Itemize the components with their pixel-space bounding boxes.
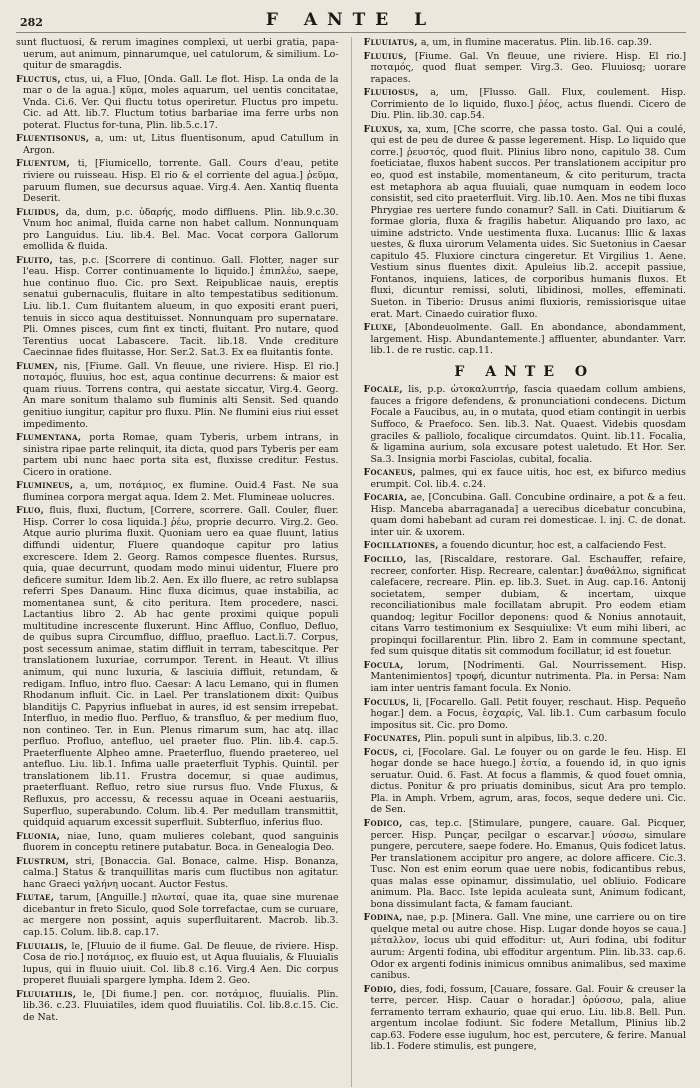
- entry-lemma: Flustrum,: [16, 855, 70, 867]
- entry-lemma: Flumentana,: [16, 432, 82, 444]
- entry-text: lorum, [Nodrimenti. Gal. Nourrissement. Hisp. Mantenimientos] τροφή, dicuntur nutrimenta. Pla. in Persa: Nam iam inter uentris famant focula. Ex Nonio.: [370, 659, 686, 694]
- entry-text: li, [Focarello. Gall. Petit fouyer, reschaut. Hisp. Pequeño hogar.] dem. a Focus, ἐσχαρίς, Val. lib.1. Cum carbasum foculo impositus sit. Cic. pro Domo.: [370, 696, 686, 731]
- page-header: [16, 10, 686, 33]
- entry-text: le, [Di fiume.] pen. cor. ποτάμιος, fluuialis. Plin. lib.36. c.23. Fluuiatiles, idem quod fluuiatilis. Col. lib.8.c.15. Cic. de Nat.: [23, 988, 339, 1023]
- dictionary-entry: [364, 912, 687, 981]
- entry-lemma: Fluuius,: [363, 50, 408, 62]
- entry-text: a fouendo dicuntur, hoc est, a calfaciendo Fest.: [441, 540, 667, 552]
- entry-text: a, um, in flumine maceratus. Plin. lib.16. cap.39.: [420, 37, 652, 48]
- entry-lemma: Focunates,: [363, 733, 422, 745]
- dictionary-entry: [364, 37, 687, 49]
- entry-text: palmes, qui ex fauce uitis, hoc est, ex bifurco medius erumpit. Col. lib.4. c.24.: [370, 467, 686, 490]
- dictionary-entry: [16, 133, 339, 156]
- entry-lemma: Flumineus,: [16, 480, 74, 492]
- entry-text: dies, fodi, fossum, [Cauare, fossare. Gal. Fouir & creuser la terre, percer. Hisp. Cauar o horadar.] ὀρύσσω, pala, aliue ferramento terram exhaurio, quae qui eruo. Liu. lib.8. Bell. Pun. argentum incolae fodiunt. Sic fodere Metallum, Plinius lib.2 cap.63. Fodere esse iugulum, hoc est, percutere, & ferire. Manual lib.1. Fodere stimulis, est pungere,: [370, 983, 686, 1053]
- entry-text: da, dum, p.c. ὑδαρής, modo diffluens. Plin. lib.9.c.30. Vnum hoc animal, fluida carne non habet callum. Nonnunquam pro Languidus. Liu. lib.4. Bel. Mac. Vocat corpora Gallorum emollida & fluida.: [23, 206, 339, 253]
- dictionary-entry: [16, 941, 339, 987]
- dictionary-entry: [364, 540, 687, 552]
- running-head: F ANTE L: [265, 10, 437, 30]
- entry-text: le, [Fluuio de il fiume. Gal. De fleuue, de riviere. Hisp. Cosa de rio.] ποτάμιος, ex fluuio est, ut Aqua fluuialis, & Fluuialis lupus, qui in fluuio uiuit. Col. lib.8 c.16. Virg.4 Aen. Dic corpus properet fluuiali spargere lympha. Idem 2. Geo.: [23, 940, 339, 987]
- entry-lemma: Flutae,: [16, 892, 55, 904]
- entry-lemma: Fluentisonus,: [16, 133, 90, 145]
- entry-lemma: Foculus,: [363, 696, 410, 708]
- dictionary-entry: [364, 697, 687, 732]
- dictionary-entry: [16, 158, 339, 204]
- column-divider: [351, 37, 352, 1087]
- entry-lemma: Fluo,: [16, 505, 45, 517]
- dictionary-entry: [16, 432, 339, 478]
- right-column-entries: [364, 37, 687, 357]
- entry-lemma: Fluito,: [16, 254, 54, 266]
- right-column: [364, 37, 687, 1087]
- entry-lemma: Flumen,: [16, 360, 59, 372]
- dictionary-entry: [364, 984, 687, 1053]
- entry-lemma: Fluentum,: [16, 158, 71, 170]
- right-column-continued-entries: [364, 384, 687, 1053]
- dictionary-entry: [364, 384, 687, 465]
- entry-text: Plin. populi sunt in alpibus, lib.3. c.20.: [424, 733, 608, 745]
- page-number: 282: [20, 16, 43, 29]
- entry-lemma: Fluonia,: [16, 830, 61, 842]
- entry-lemma: Focillo,: [363, 553, 407, 565]
- dictionary-entry: [364, 733, 687, 745]
- two-column-body: [16, 37, 686, 1087]
- dictionary-entry: [16, 37, 339, 72]
- dictionary-entry: [16, 74, 339, 132]
- entry-text: a, um: ut, Litus fluentisonum, apud Catullum in Argon.: [23, 133, 339, 156]
- entry-lemma: Fluctus,: [16, 73, 61, 85]
- entry-text: [Fiume. Gal. Vn fleuue, une riviere. Hisp. El rio.] ποταμός, quod fluat semper. Virg.3. Geo. Fluuiosq; uorare rapaces.: [370, 50, 686, 85]
- dictionary-entry: [364, 51, 687, 86]
- entry-lemma: Focale,: [363, 384, 403, 396]
- entry-text: nis, [Fiume. Gall. Vn fleuue, une riviere. Hisp. El rio.] ποταμός, fluuius, hoc est, aqua continue decurrens: & maior est quam riuus. Torrens contra, qui aestate siccatur, Virg.4. Georg. An mare sonitum thalamo sub fluminis alti Sensit. Sed quando genitiuo iungitur, capitur pro fluxu. Plin. Ne flumini eius riui esset impedimento.: [23, 360, 339, 430]
- entry-lemma: Fluuiosus,: [363, 87, 419, 99]
- entry-lemma: Fluuialis,: [16, 940, 68, 952]
- entry-text: stri, [Bonaccia. Gal. Bonace, calme. Hisp. Bonanza, calma.] Status & tranquillitas maris cum fluctibus non agitatur. hanc Graeci γαλήνη uocant. Auctor Festus.: [23, 855, 339, 890]
- dictionary-entry: [16, 892, 339, 938]
- entry-lemma: Focula,: [363, 659, 404, 671]
- entry-text: a, um, ποτάμιος, ex flumine. Ouid.4 Fast. Ne sua fluminea corpora mergat aqua. Idem 2. Met. Flumineae uolucres.: [23, 480, 339, 503]
- entry-text: fluis, fluxi, fluctum, [Correre, scorrere. Gall. Couler, fluer. Hisp. Correr lo cosa liquida.] ῥέω, proprie decurro. Virg.2. Geo. Atque aurio plurima fluxit. Quoniam uero ea quae fluunt, latius diffundi uidentur, Fluere quandoque capitur pro latius excrescere. Idem 2. Georg. Ramos compesce fluentes. Rursus, quia, quae decurrunt, quodam modo minui uidentur, Fluere pro deficere sumitur. Idem lib.2. Aen. Ex illo fluere, ac retro sublapsa referri Spes Danaum. Hinc fluxa dicimus, quae instabilia, ac momentanea sunt, & cito peritura. Item procedere, nasci. Lactantius libro 2. Ab hac gente proximi quique populi multitudine increscente fluxerunt. Hinc Affluo, Confluo, Defluo, de quibus supra Circumfluo, diffluo, praefluo. Lact.li.7. Corpus, post secessum animae, statim diffluit in terram, tabescitque. Per translationem luxuriae, corrumpor. Terent. in Heaut. Vt illius animum, qui nunc luxuria, & lasciuia diffluit, retundam, & redigam. Influo, intro fluo. Caesar: A lacu Lemano, qui in flumen Rhodanum influit. Cic. in Lael. Per translationem dixit: Quibus blanditijs C. Papyrius influebat in aures, id est sensim irrepebat. Interfluo, in medio fluo. Perfluo, & transfluo, & per medium fluo, non contineo. Ter. in Eun. Plenus rimarum sum, hac atq. illac perfluo. Profluo, antefluo, uel praeter fluo. Plin. lib.4. cap.5. Praeterfluente Alpheo amne. Praeterfluo, fluendo praetereo, uel antefluo. Liu. lib.1. Infima ualle praeterfluit Typhis. Quintil. per translationem lib.11. Frustra docemur, si quae audimus, praeterfluant. Refluo, retro siue rursus fluo. Vnde Fluxus, & Refluxus, pro accessu, & recessu aquae in Oceani aestuariis, Superfluo, superabundo. Colum. lib.4. Per medullam transmittit, quidquid aquarum excessit superfluit. Subterfluo, inferius fluo.: [23, 505, 339, 829]
- entry-text: ctus, ui, a Fluo, [Onda. Gall. Le flot. Hisp. La onda de la mar o de la agua.] κῦμα, moles aquarum, uel uentis concitatae, Vnda. Ci.6. Ver. Qui fluctu totus operiretur. Fluctus pro impetu. Cic. ad Att. lib.7. Fluctum totius barbariae ima ferre urbs non poterat. Fluctus for-tuna, Plin. lib.5.c.17.: [23, 73, 339, 131]
- entry-text: porta Romae, quam Tyberis, urbem intrans, in sinistra ripae parte relinquit, ita dicta, quod pars Tyberis per eam partem ubi nunc haec porta sita est, fluxisse creditur. Festus. Cicero in oratione.: [23, 432, 339, 478]
- dictionary-entry: [16, 856, 339, 891]
- entry-text: cas, tep.c. [Stimulare, pungere, cauare. Gal. Picquer, percer. Hisp. Punçar, pecilgar o escarvar.] νύσσω, simulare pungere, percutere, saepe fodere. Ho. Emanus, Quis fodicet latus. Per translationem accipitur pro angere, ac dolore afficere. Cic.3. Tusc. Non est enim eorum quae uere nobis, fodicantibus rebus, quas malas esse opinamur, dissimulatio, uel obliuio. Fodicare animum. Pla. Bacc. Iste lepida aculeata sunt, Animum fodicant, bona dissimulant facta, & famam fauciant.: [370, 818, 686, 910]
- entry-lemma: Focus,: [363, 746, 399, 758]
- entry-text: niae, Iuno, quam mulieres colebant, quod sanguinis fluorem in conceptu retinere putabatur. Boca. in Genealogia Deo.: [23, 830, 339, 854]
- entry-text: xa, xum, [Che scorre, che passa tosto. Gal. Qui a coulé, qui est de peu de duree & passe legerement. Hisp. Lo liquido que corre.] ῥευστός, quod fluit. Plinius libro nono, capitulo 38. Cum foeticiatae, fluxos habent succos. Per translationem accipitur pro eo, quod est instabile, momentaneum, & cito periturum, tracta est metaphora ab aqua fluuiali, quae numquam in eodem loco consistit, sed cito praeterfluit. Virg. lib.10. Aen. Mos ne tibi fluxas Phrygiae res uertere fundo conamur? Sall. in Cati. Diuitiarum & formae gloria, fluxa & fragilis habetur. Aliquando pro laxo, ac uimine adstricto. Vnde uestimenta fluxa. Lucanus: Illic & laxas uestes, & fluxa uirorum Velamenta uides. Sic Suetonius in Caesar capitulo 45. Fluxiore cinctura cingeretur. Et Virgilius 1. Aene. Vestium sinus fluentes dixit. Apuleius lib.2. accepit passiue, Fontanos, inquiens, latices, de corporibus humanis fluxos. Et fluxi, dicuntur remissi, soluti, libidinosi, molles, effeminati. Sueton. in Tiberio: Drusus animi fluxioris, remissiorisque uitae erat. Mart. Cinaedo cuiratior fluxo.: [370, 123, 686, 320]
- dictionary-entry: [16, 255, 339, 359]
- dictionary-entry: [364, 87, 687, 122]
- entry-text: nae, p.p. [Minera. Gall. Vne mine, une carriere ou on tire quelque metal ou autre chose. Hisp. Lugar donde hoyos se caua.] μέταλλον, locus ubi quid effoditur: ut, Auri fodina, ubi foditur aurum: Argenti fodina, ubi effoditur argentum. Plin. lib.33. cap.6. Odor ex argenti fodinis inimicus omnibus animalibus, sed maxime canibus.: [370, 912, 686, 982]
- entry-lemma: Fodico,: [363, 818, 403, 829]
- dictionary-entry: [364, 124, 687, 320]
- dictionary-entry: [364, 554, 687, 658]
- entry-lemma: Fodio,: [363, 983, 397, 995]
- entry-text: tarum, [Anguille.] πλωταί, quae ita, quae sine murenae dicebantur in freto Siculo, quod Sole torrefactae, cum se curuare, ac mergere non possint, aquis superfluitarent. Macrob. lib.3. cap.15. Colum. lib.8. cap.17.: [23, 892, 339, 939]
- dictionary-entry: [16, 361, 339, 430]
- entry-text: lis, p.p. ὠτοκαλυπτήρ, fascia quaedam collum ambiens, fauces a frigore defendens, & pronunciationi condecens. Dictum Focale a Faucibus, au, in o mutata, quod etiam contingit in uerbis Suffoco, & Praefoco. Sen. lib.3. Nat. Quaest. Videbis quosdam graciles & palliolo, focalique circumdatos. Quint. lib.11. Focalia, & ligamina aurium, sola excusare potest ualetudo. Et Hor. Ser. Sa.3. Insignia morbi Fasciolas, cubital, focalia.: [370, 384, 686, 465]
- section-heading: F ANTE O: [454, 363, 596, 380]
- dictionary-entry: [364, 322, 687, 357]
- dictionary-entry: [16, 480, 339, 503]
- entry-lemma: Fluxe,: [363, 322, 397, 334]
- entry-lemma: Focillationes,: [363, 540, 439, 552]
- entry-text: a, um, [Flusso. Gall. Flux, coulement. Hisp. Corrimiento de lo liquido, fluxo.] ῥέος, actus fluendi. Cicero de Diu. Plin. lib.30. cap.54.: [370, 87, 686, 122]
- dictionary-entry: [364, 818, 687, 910]
- dictionary-entry: [16, 831, 339, 854]
- dictionary-entry: [16, 989, 339, 1024]
- dictionary-entry: [16, 207, 339, 253]
- entry-text: ae, [Concubina. Gall. Concubine ordinaire, a pot & a feu. Hisp. Manceba abarraganada] a uerecibus dicebatur concubina, quam domi habebant ad curam rei domesticae. l. inj. C. de donat. inter uir. & uxorem.: [370, 492, 686, 538]
- entry-lemma: Fodina,: [363, 912, 403, 924]
- entry-text: ci, [Focolare. Gal. Le fouyer ou on garde le feu. Hisp. El hogar donde se hace huego.] ἑστία, a fouendo id, in quo ignis seruatur. Ouid. 6. Fast. At focus a flammis, & quod fouet omnia, dictus. Ponitur & pro priuatis dominibus, sicut Ara pro templo. Pla. in Amph. Vrbem, agrum, aras, focos, seque dedere uni. Cic. de Sen.: [370, 746, 686, 816]
- entry-lemma: Fluxus,: [363, 123, 403, 135]
- entry-text: tas, p.c. [Scorrere di continuo. Gall. Flotter, nager sur l'eau. Hisp. Correr continuamente lo liquido.] ἐπιπλέω, saepe, hue continuo fluo. Cic. pro Sext. Reipublicae nauis, ereptis senatui gubernaculis, fluitare in alto tempestatibus seditionum. Liu. lib.1. Cum fluitantem alueum, in quo expositi erant pueri, tenuis in sicco aqua destituisset. Nonnunquam pro supernatare. Pli. Omnes pisces, cum fint ex tincti, fluitant. Pro nutare, quod Terentius uocat Labascere. Tacit. lib.18. Vnde crediture Caecinnae fides fluitasse, Hor. Ser.2. Sat.3. Ex ea fluitantis fonte.: [23, 254, 339, 359]
- entry-lemma: Fluuiatilis,: [16, 988, 77, 1000]
- entry-text: [Abondeuolmente. Gall. En abondance, abondamment, largement. Hisp. Abundantemente.] affluenter, abundanter. Varr. lib.1. de re rustic. cap.11.: [370, 322, 686, 357]
- dictionary-entry: [364, 747, 687, 816]
- entry-lemma: Focaria,: [363, 492, 408, 504]
- entry-lemma: Fluidus,: [16, 206, 60, 218]
- entry-lemma: Focaneus,: [363, 467, 417, 479]
- dictionary-entry: [364, 467, 687, 490]
- dictionary-entry: [16, 505, 339, 828]
- left-column: [16, 37, 339, 1087]
- dictionary-entry: [364, 492, 687, 538]
- entry-text: ti, [Fiumicello, torrente. Gall. Cours d'eau, petite riviere ou ruisseau. Hisp. El rio & el corriente del agua.] ῥεῦμα, paruum flumen, sue decursus aquae. Virg.4. Aen. Xantiq fluenta Deserit.: [23, 158, 339, 205]
- entry-text: las, [Riscaldare, restorare. Gal. Eschauffer, refaire, recreer, conforter. Hisp. Recreare, calentar.] ἀναθάλπω, significat calefacere, recreare. Plin. ep. lib.3. Suet. in Aug. cap.16. Antonij societatem, semper dubiam, & incertam, uixque reconciliationibus male focillatam abrupit. Pro eodem etiam quandoq; legitur Focillor deponens: quod & Nonius annotauit, citans Varro testimonium ex Sesquiulixe: Vt eum mihi liberi, ac propinqui focillarentur. Plin. libro 2. Eam in commune spectant, fed sum quisque ditatis sit commodum focillatur, id est fouetur.: [370, 553, 686, 658]
- dictionary-entry: [364, 660, 687, 695]
- entry-lemma: Fluuiatus,: [363, 37, 418, 48]
- entry-text: sunt fluctuosi, & rerum imagines complexi, ut uerbi gratia, papa- uerum, aut animum, pinnarumque, uel catulorum, & similium. Lo- quitur de smaragdis.: [16, 37, 339, 72]
